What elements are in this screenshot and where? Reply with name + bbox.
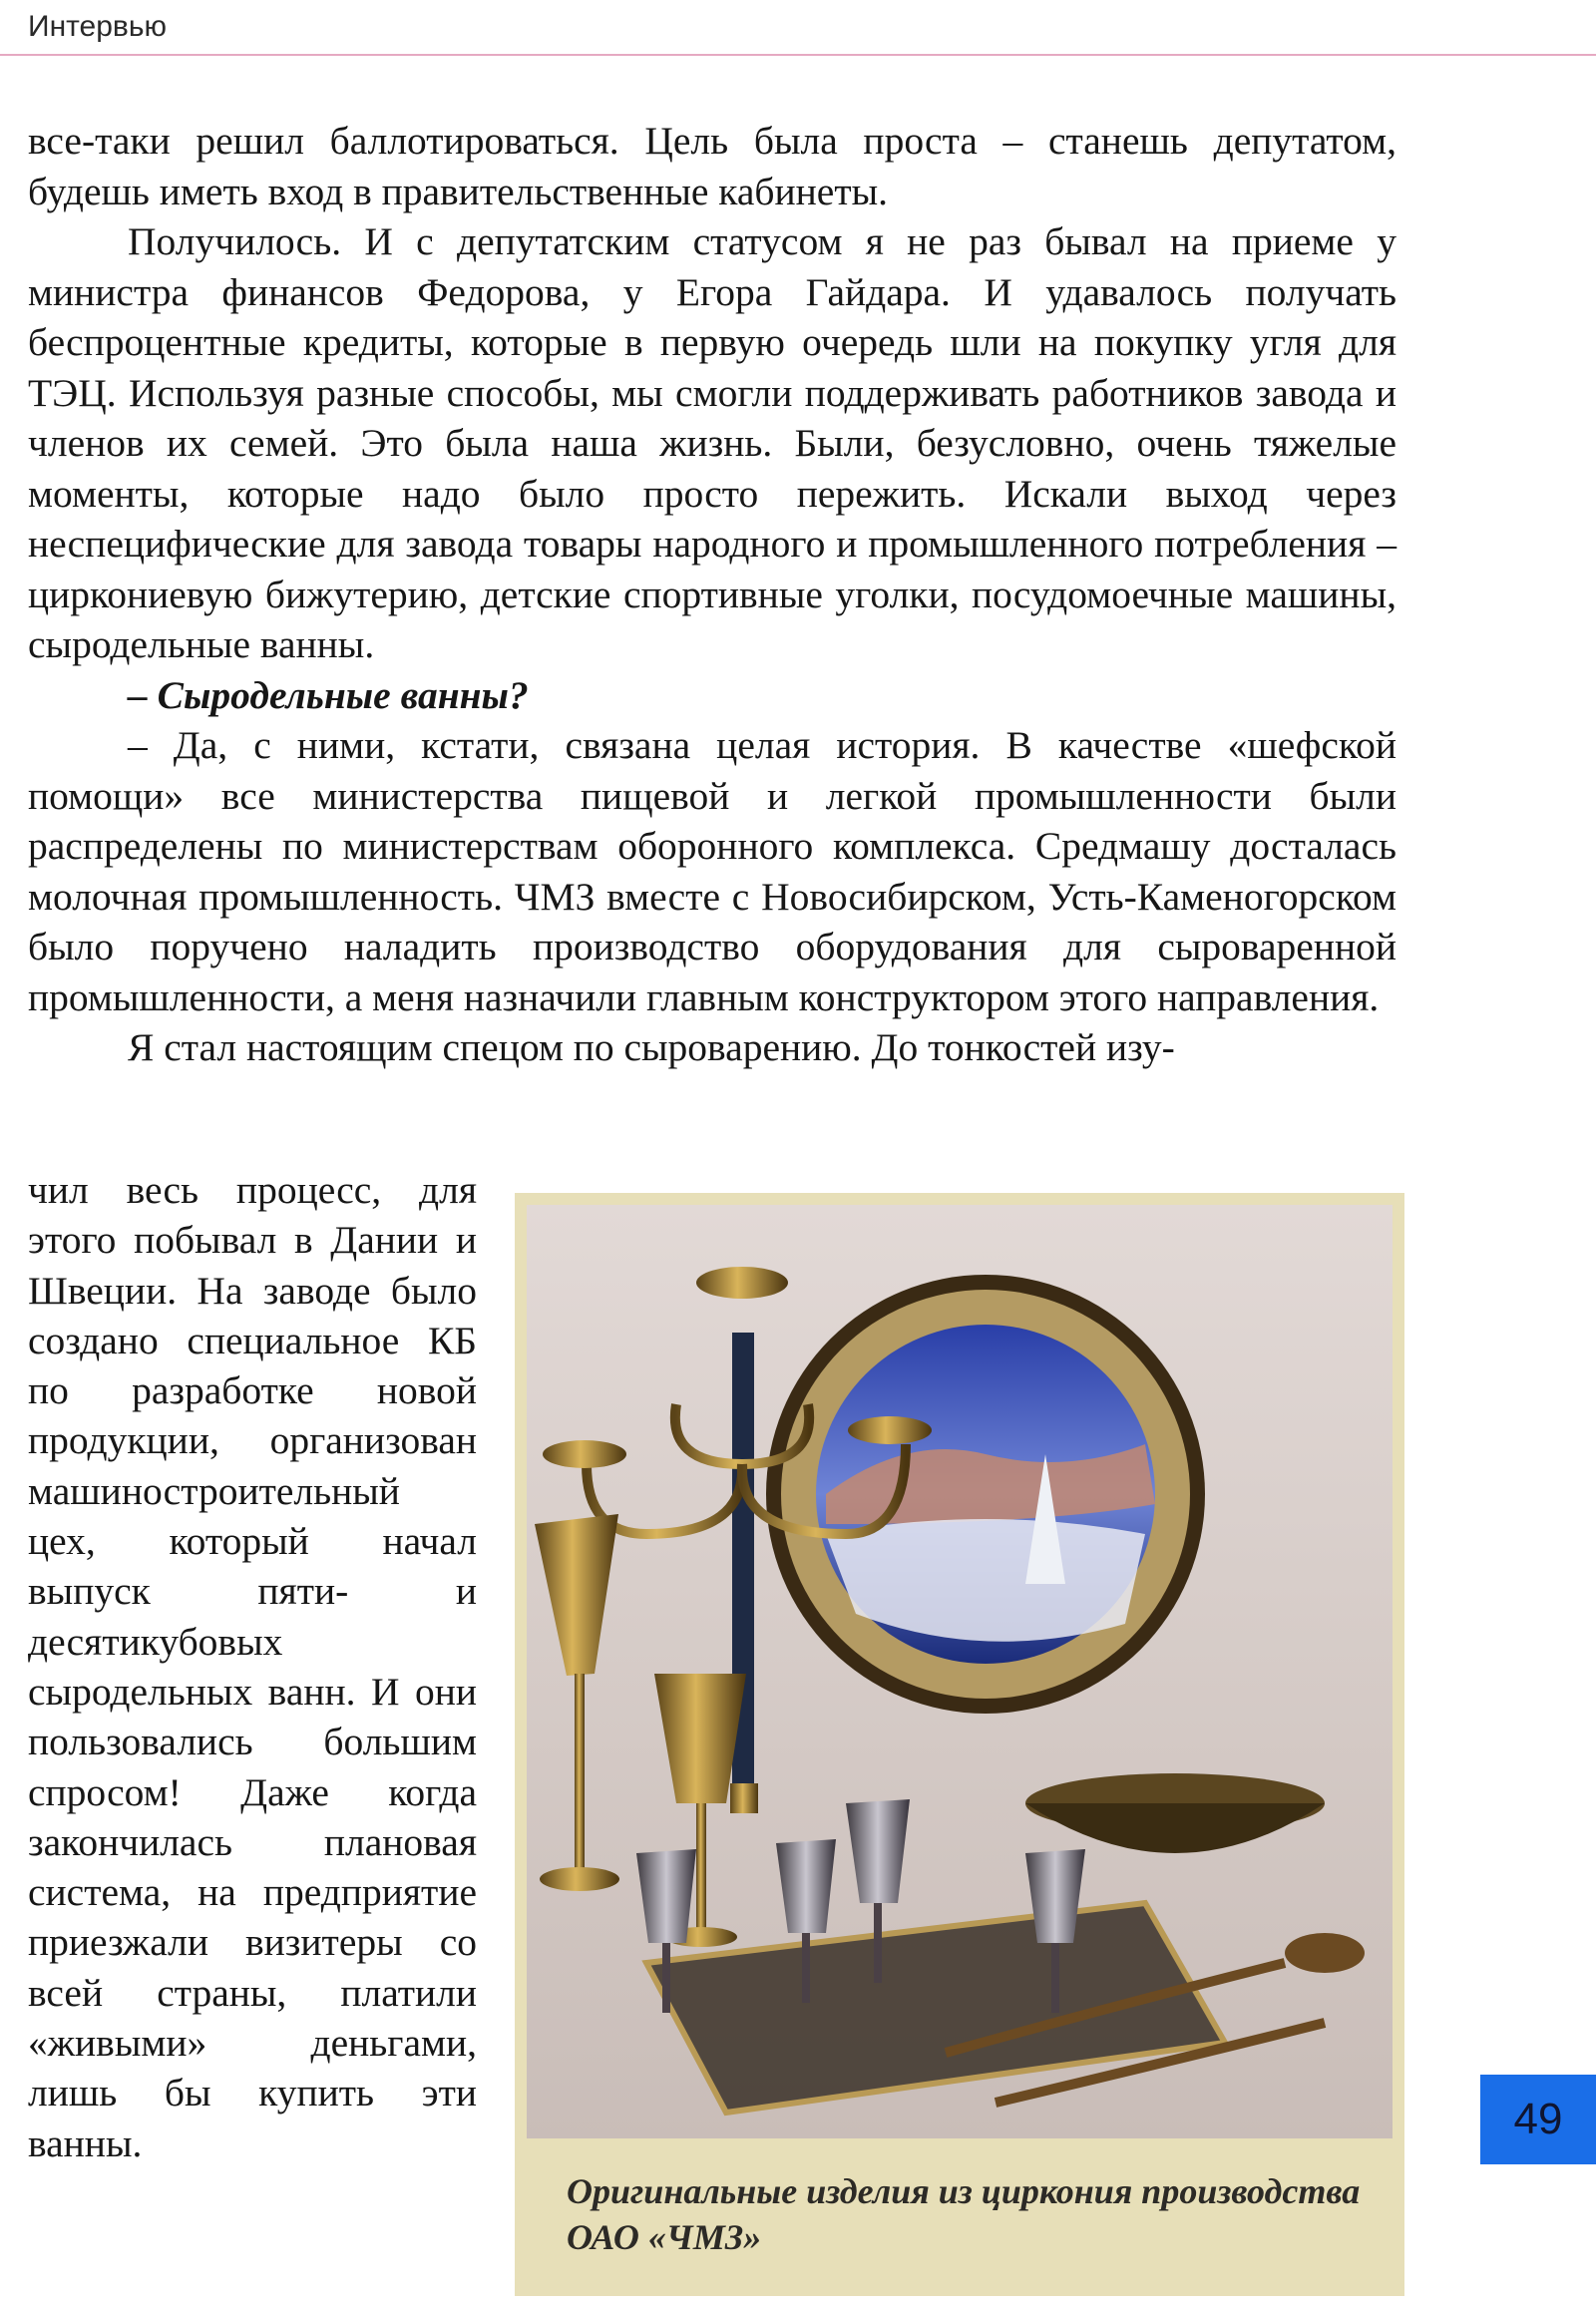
figure: [515, 1193, 1404, 2296]
zirconium-products-illustration: [527, 1205, 1393, 2138]
paragraph-4: Я стал настоящим спецом по сыроварению. До тонкостей изу-: [128, 1025, 1175, 1069]
paragraph-3: – Да, с ними, кстати, связана целая история. В качестве «шефской помощи» все министерства пищевой и легкой промышленности были распределены по министерствам оборонного комплекса. Средмашу досталась молочная промышленность. ЧМЗ вместе с Новосибирском, Усть-Каменогорском было поручено наладить производство оборудования для сыроваренной промышленности, а меня назначили главным конструктором этого направления.: [28, 723, 1396, 1019]
running-head-section: Интервью: [28, 10, 167, 43]
paragraph-2: Получилось. И с депутатским статусом я не раз бывал на приеме у министра финансов Федорова, у Егора Гайдара. И удавалось получать беспроцентные кредиты, которые в первую очередь шли на покупку угля для ТЭЦ. Используя разные способы, мы смогли поддерживать работников завода и членов их семей. Это была наша жизнь. Были, безусловно, очень тяжелые моменты, которые надо было просто пережить. Искали выход через неспецифические для завода товары народного и промышленного потребления – циркониевую бижутерию, детские спортивные уголки, посудомоечные машины, сыродельные ванны.: [28, 219, 1396, 666]
page-number-badge: 49: [1480, 2075, 1596, 2164]
paragraph-4-continuation: чил весь процесс, для этого побывал в Дании и Швеции. На заводе было создано специальное КБ по разработке новой продукции, организован машиностроительный цех, который начал выпуск пяти- и десятикубовых сыродельных ванн. И они пользовались большим спросом! Даже когда закончилась плановая система, на предприятие приезжали визитеры со всей страны, платили «живыми» деньгами, лишь бы купить эти ванны.: [28, 1168, 477, 2165]
figure-caption: Оригинальные изделия из циркония производства ОАО «ЧМЗ»: [567, 2171, 1361, 2257]
article-body: [28, 116, 1396, 1073]
interview-question: – Сыродельные ванны?: [128, 672, 529, 717]
header-divider: [0, 54, 1596, 56]
product-photo: [527, 1205, 1393, 2138]
paragraph-1: все-таки решил баллотироваться. Цель была проста – станешь депутатом, будешь иметь вход в правительственные кабинеты.: [28, 119, 1396, 213]
